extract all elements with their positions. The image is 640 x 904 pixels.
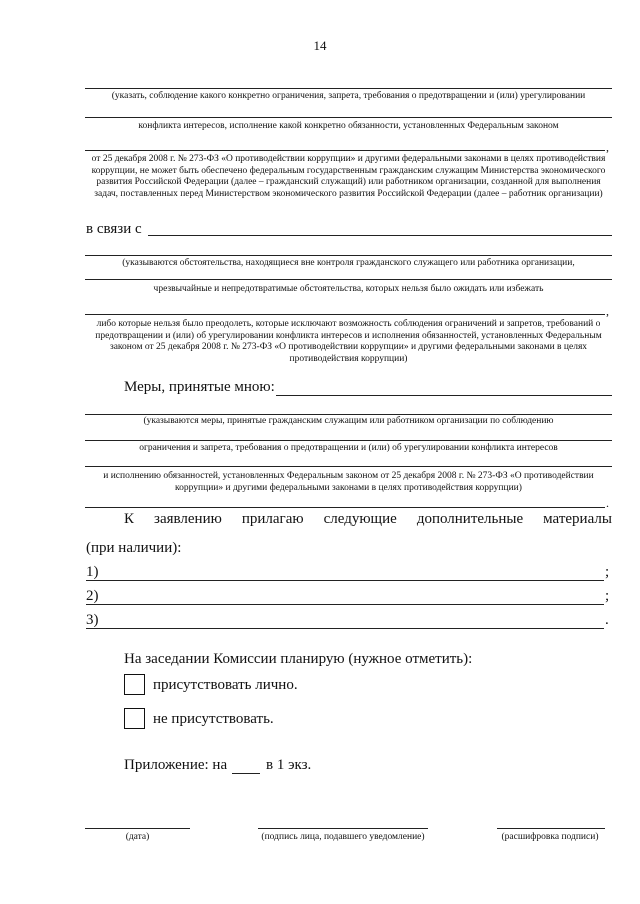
hint-line: конфликта интересов, исполнение какой конкретно обязанности, установленных Федеральным законом — [138, 121, 559, 131]
hint-paragraph: и исполнению обязанностей, установленных Федеральным законом от 25 декабря 2008 г. № 273-ФЗ «О противодействии коррупции» и другими федеральными законами в целях противодействия коррупции) — [103, 471, 594, 493]
fill-line — [85, 88, 612, 89]
item-line[interactable] — [86, 604, 604, 605]
item-end: ; — [605, 588, 610, 604]
hint-line: (указываются меры, принятые гражданским служащим или работником организации по соблюдению — [143, 416, 554, 426]
appendix-count-line[interactable] — [232, 773, 260, 774]
period: . — [606, 496, 609, 510]
hint-line: ограничения и запрета, требования о предотвращении и (или) об урегулировании конфликта интересов — [139, 443, 558, 453]
meeting-prompt: На заседании Комиссии планирую (нужное отметить): — [124, 651, 473, 667]
fill-line[interactable] — [148, 235, 612, 236]
fill-line — [85, 466, 612, 467]
comma: , — [606, 140, 609, 154]
fill-line — [85, 414, 612, 415]
appendix-suffix: в 1 экз. — [266, 757, 312, 773]
hint-line: (указать, соблюдение какого конкретно ограничения, запрета, требования о предотвращении и (или) урегулировании — [111, 91, 586, 101]
item-number: 3) — [86, 612, 99, 628]
item-number: 2) — [86, 588, 99, 604]
fill-line[interactable] — [276, 395, 612, 396]
fill-line — [85, 507, 605, 508]
fill-line — [85, 440, 612, 441]
attachments-note: (при наличии): — [86, 540, 182, 556]
appendix-prefix: Приложение: на — [124, 757, 228, 773]
not-attend-checkbox[interactable] — [124, 708, 145, 729]
word: дополнительные — [416, 511, 524, 527]
word: следующие — [323, 511, 397, 527]
date-line[interactable] — [85, 828, 190, 829]
page-number: 14 — [313, 38, 327, 53]
in-connection-label: в связи с — [86, 221, 142, 237]
word: заявлению — [154, 511, 222, 527]
hint-paragraph: либо которые нельзя было преодолеть, которые исключают возможность соблюдения ограничений и запретов, требований о предотвращении и (или) об урегулировании конфликта интересов и исполнения обязанностей, установленных Федеральным законом от 25 декабря 2008 г. № 273-ФЗ «О противодействии коррупции» и другими федеральными законами в целях противодействия коррупции) — [95, 319, 602, 364]
not-attend-label: не присутствовать. — [153, 711, 274, 727]
word: К — [124, 511, 135, 527]
hint-line: (указываются обстоятельства, находящиеся вне контроля гражданского служащего или работника организации, — [122, 258, 575, 268]
decoding-caption: (расшифровка подписи) — [501, 832, 599, 842]
item-line[interactable] — [86, 628, 604, 629]
fill-line — [85, 117, 612, 118]
word: материалы — [543, 511, 612, 527]
attend-label: присутствовать лично. — [153, 677, 298, 693]
item-end: ; — [605, 564, 610, 580]
comma: , — [606, 304, 609, 318]
fill-line — [85, 255, 612, 256]
hint-paragraph: от 25 декабря 2008 г. № 273-ФЗ «О противодействии коррупции» и другими федеральными законами в целях противодействия коррупции, не может быть обеспечено федеральным государственным гражданским служащим Министерства экономического развития Российской Федерации (далее – гражданский служащий) или работником организации, созданной для выполнения задач, поставленных перед Министерством экономического развития Российской Федерации (далее – работник организации) — [91, 154, 606, 199]
decoding-line[interactable] — [497, 828, 605, 829]
hint-line: чрезвычайные и непредотвратимые обстоятельства, которых нельзя было ожидать или избежать — [153, 284, 544, 294]
fill-line — [85, 150, 605, 151]
signature-caption: (подпись лица, подавшего уведомление) — [261, 832, 425, 842]
item-number: 1) — [86, 564, 99, 580]
word: прилагаю — [241, 511, 304, 527]
item-line[interactable] — [86, 580, 604, 581]
date-caption: (дата) — [125, 832, 150, 842]
fill-line — [85, 279, 612, 280]
attachments-line — [124, 511, 612, 528]
measures-label: Меры, принятые мною: — [124, 379, 275, 395]
item-end: . — [605, 612, 609, 628]
signature-line[interactable] — [258, 828, 428, 829]
attend-checkbox[interactable] — [124, 674, 145, 695]
fill-line — [85, 314, 605, 315]
